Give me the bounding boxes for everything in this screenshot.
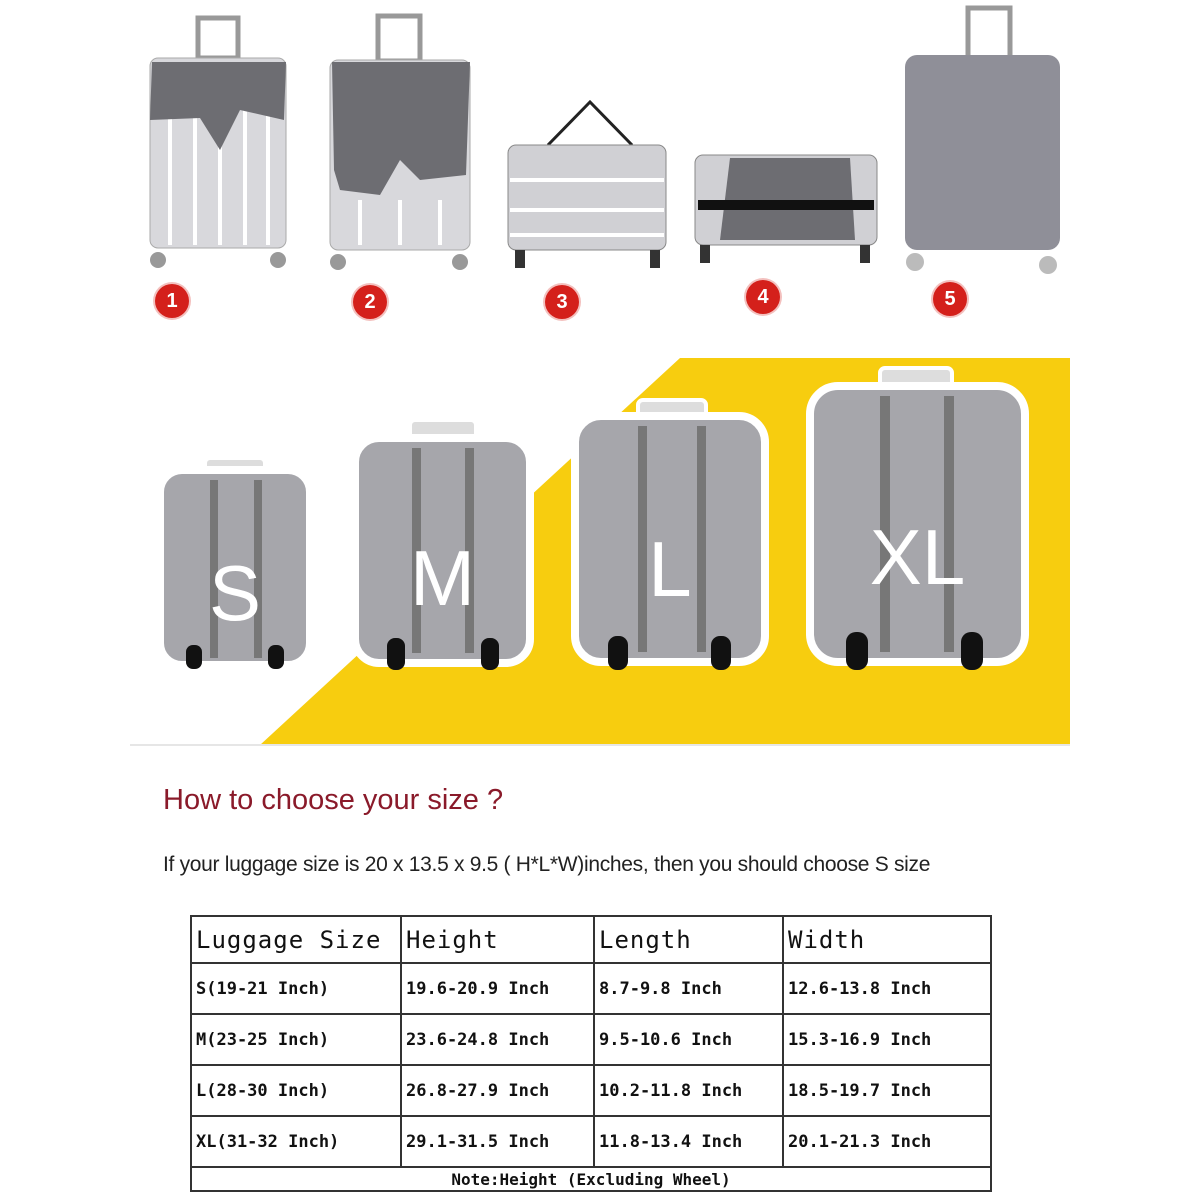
size-label-xl: XL: [869, 513, 966, 601]
step-badge-5: 5: [933, 282, 967, 316]
cell: 29.1-31.5 Inch: [401, 1116, 594, 1167]
step-badge-3: 3: [545, 285, 579, 319]
cell: S(19-21 Inch): [191, 963, 401, 1014]
luggage-step-4: [695, 155, 877, 263]
cell: XL(31-32 Inch): [191, 1116, 401, 1167]
step-badge-1: 1: [155, 284, 189, 318]
cell: 11.8-13.4 Inch: [594, 1116, 783, 1167]
page-heading: How to choose your size ?: [163, 784, 504, 816]
cell: 15.3-16.9 Inch: [783, 1014, 991, 1065]
size-description: If your luggage size is 20 x 13.5 x 9.5 ( H*L*W)inches, then you should choose S size: [163, 853, 931, 876]
cell: 26.8-27.9 Inch: [401, 1065, 594, 1116]
header-width: Width: [783, 916, 991, 963]
cell: 10.2-11.8 Inch: [594, 1065, 783, 1116]
cell: 19.6-20.9 Inch: [401, 963, 594, 1014]
cell: 23.6-24.8 Inch: [401, 1014, 594, 1065]
header-height: Height: [401, 916, 594, 963]
cell: 12.6-13.8 Inch: [783, 963, 991, 1014]
size-label-m: M: [410, 534, 475, 622]
luggage-step-5: [905, 8, 1060, 274]
luggage-step-1: [150, 18, 286, 268]
table-row: [191, 1065, 991, 1116]
cell: 8.7-9.8 Inch: [594, 963, 783, 1014]
cell: L(28-30 Inch): [191, 1065, 401, 1116]
table-row: [191, 1116, 991, 1167]
luggage-step-3: [508, 102, 666, 268]
cell: M(23-25 Inch): [191, 1014, 401, 1065]
cell: 18.5-19.7 Inch: [783, 1065, 991, 1116]
header-length: Length: [594, 916, 783, 963]
size-label-l: L: [648, 525, 692, 613]
cell: 20.1-21.3 Inch: [783, 1116, 991, 1167]
size-label-s: S: [208, 549, 262, 637]
table-row: [191, 1014, 991, 1065]
step-badge-4: 4: [746, 280, 780, 314]
header-luggage-size: Luggage Size: [191, 916, 401, 963]
table-note-row: [191, 1167, 991, 1191]
step-badge-2: 2: [353, 285, 387, 319]
size-chart-table: [190, 915, 992, 1192]
table-row: [191, 963, 991, 1014]
table-header-row: [191, 916, 991, 963]
table-note: Note:Height (Excluding Wheel): [191, 1167, 991, 1191]
luggage-step-2: [330, 16, 470, 270]
cell: 9.5-10.6 Inch: [594, 1014, 783, 1065]
